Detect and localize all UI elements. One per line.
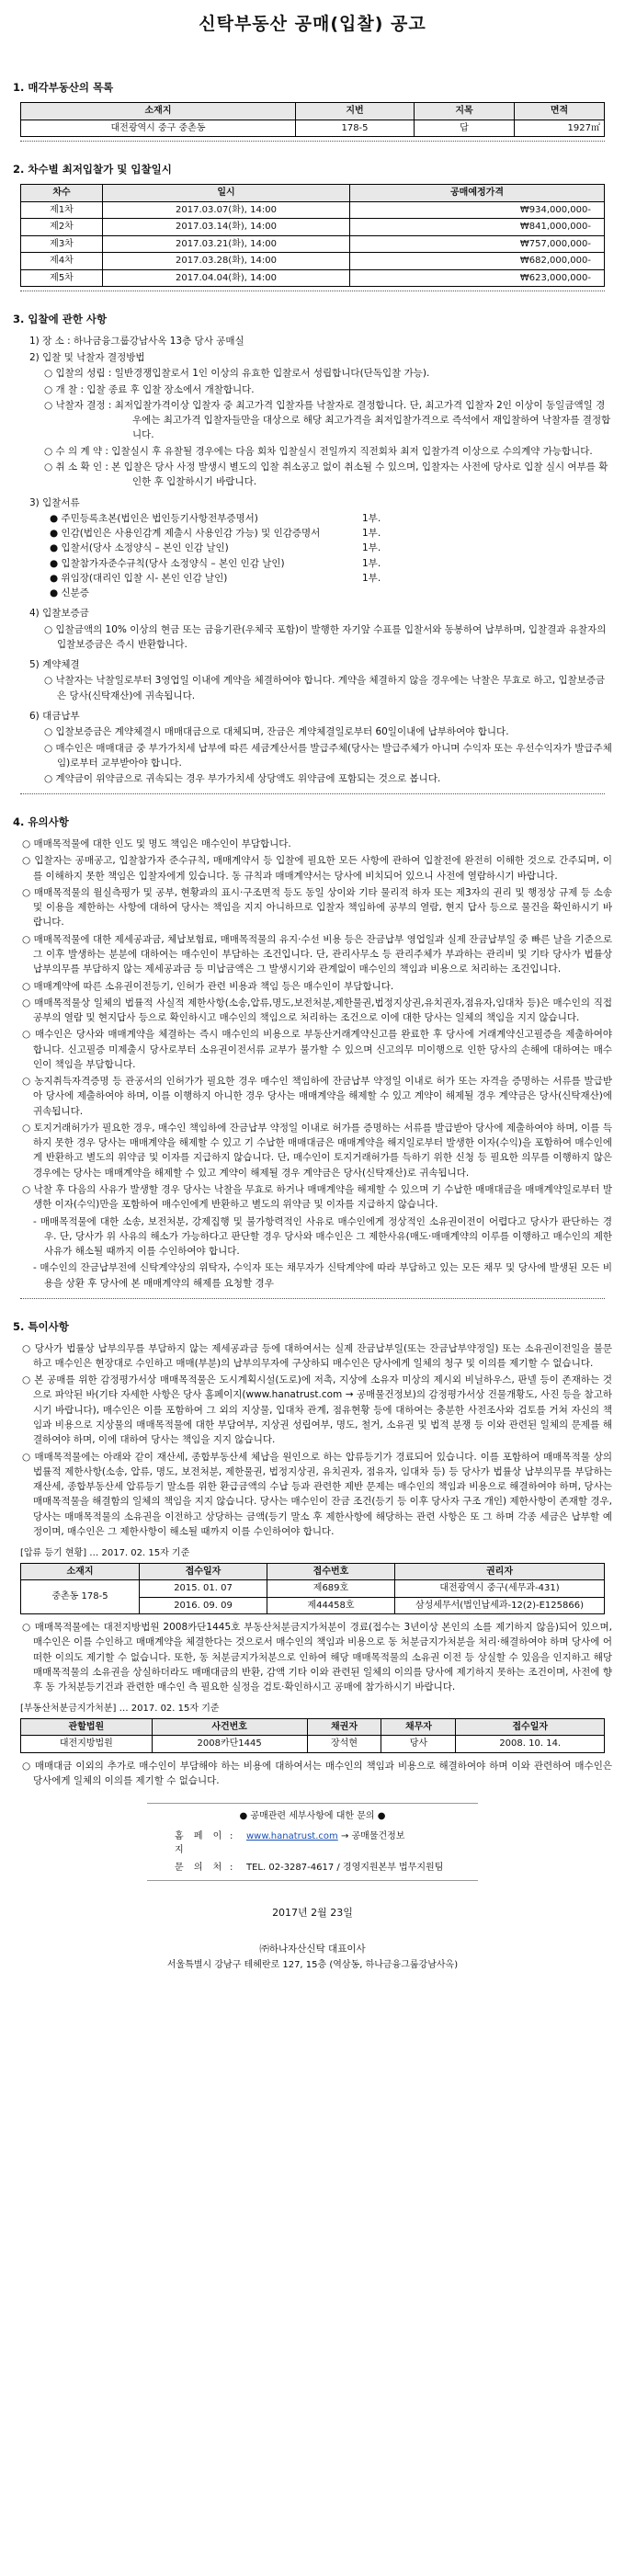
- table-cell: 당사: [381, 1736, 456, 1753]
- bid-method-item: ○ 입찰의 성립 : 일반경쟁입찰로서 1인 이상의 유효한 입찰로서 성립합니다(단독입찰 가능).: [44, 368, 430, 380]
- announcement-page: [13, 0, 612, 1972]
- section-2-heading: 2. 차수별 최저입찰가 및 입찰일시: [13, 163, 172, 177]
- seizure-table-title: [압류 등기 현황] … 2017. 02. 15자 기준: [20, 1548, 190, 1559]
- page-title: 신탁부동산 공매(입찰) 공고: [199, 14, 426, 34]
- table-header-row: [21, 103, 605, 120]
- table-header: 접수일자: [140, 1563, 267, 1580]
- doc-qty: 1부.: [362, 542, 381, 554]
- divider: [20, 1298, 605, 1299]
- table-cell: 답: [415, 120, 515, 137]
- section-1-heading: 1. 매각부동산의 목록: [13, 81, 114, 95]
- homepage-row: 홈 페 이 지 : www.hanatrust.com → 공매물건정보: [175, 1829, 478, 1858]
- special-item: ○ 매매목적물에는 아래와 같이 재산세, 종합부동산세 체납을 원인으로 하는 압류등기가 경료되어 있습니다. 이를 포함하여 매매목적물 상의 법률적 제한사항(소송, 압류, 명도, 보전처분, 제한물권, 법정지상권, 유치권자, 점유자, 임대차 등) 등 당사가 법률상 납부의무를 부담하는 재산세, 종합부동산세 압류등기 말소를 위한 환급금액의 수납 등과 관련한 제반 문제는 매수인의 책임과 비용으로 해결하여야 하며, 당사는 매매목적물을 해결함의 일체의 책임을 지지 않습니다. 당사는 매수인이 잔금 조건(등기 등 이후 당사자 구조 개인) 제한사항이 존재할 경우, 당사는 매매목적물의 소유권을 이전하고 상당하는 금액(등기 말소 후 제한사항에 해당하는 관련 사항은 또 그 하며 각종 세금은 납부할 예정이며, 매수인은 그 제한사항이 해소될 때까지 이를 수인하여야 합니다.: [22, 1451, 612, 1537]
- table-cell: ₩682,000,000-: [350, 253, 605, 270]
- company-signature: ㈜하나자산신탁 대표이사: [259, 1943, 366, 1955]
- table-row: [21, 253, 605, 270]
- injunction-table: [20, 1718, 605, 1753]
- table-row: [21, 120, 605, 137]
- deposit-heading: 4) 입찰보증금: [29, 608, 89, 620]
- section-4-heading: 4. 유의사항: [13, 815, 69, 829]
- bid-method-item: ○ 수 의 계 약 : 입찰실시 후 유찰될 경우에는 다음 회차 입찰실시 전일까지 직전회차 최저 입찰가격 이상으로 수의계약 가능합니다.: [44, 445, 593, 457]
- list-item: [50, 541, 399, 555]
- table-cell: 2008. 10. 14.: [456, 1736, 605, 1753]
- table-row: [21, 269, 605, 287]
- table-header-row: [21, 1563, 605, 1580]
- notice-item: ○ 매매목적물에 대한 인도 및 명도 책임은 매수인이 부담합니다.: [22, 838, 291, 850]
- table-cell: 제1차: [21, 201, 103, 219]
- notice-item: ○ 토지거래허가가 필요한 경우, 매수인 책임하에 잔금납부 약정일 이내로 허가를 증명하는 서류를 발급받아 당사에 제출하여야 하며, 이를 득하지 못한 경우 당사는 매매계약을 해제할 수 있고 기 수납한 매매대금은 매매계약을 해지일로부터 발생한 이자(수익)을 포함하여 매수인에게 반환하고 별도의 위약금 및 이자를 지급하지 않습니다. 단, 매수인이 토지거래허가를 득하기 위한 신청 등 필요한 의무를 이행하지 않은 경우에는 당사는 매매계약을 해제할 수 있고 계약이 해제될 경우 계약금은 당사(신탁재산)로 귀속됩니다.: [22, 1122, 612, 1179]
- doc-name: ● 신분증: [50, 587, 89, 599]
- contact-heading: ● 공매관련 세부사항에 대한 문의 ●: [239, 1811, 386, 1822]
- bid-documents-list: [50, 511, 612, 601]
- table-cell: 2017.03.07(화), 14:00: [103, 201, 350, 219]
- table-header: 지목: [415, 103, 515, 120]
- notice-item: ○ 매매목적물상 일체의 법률적 사실적 제한사항(소송,압류,명도,보전처분,제한물권,법정지상권,유치권자,점유자,임대차 등)은 매수인의 직접 공부의 열람 및 현지답사 등으로 확인하시고 매수인의 책임으로 처리하는 조건으로 이에 대한 당사는 일체의 책임을 지지 않습니다.: [22, 997, 612, 1024]
- table-header: 관할법원: [21, 1718, 153, 1736]
- table-cell: 2008카단1445: [152, 1736, 307, 1753]
- doc-qty: [362, 586, 399, 600]
- bid-method-heading: 2) 입찰 및 낙찰자 결정방법: [29, 352, 145, 364]
- table-row: [21, 1736, 605, 1753]
- payment-heading: 6) 대금납부: [29, 710, 80, 722]
- table-cell: ₩934,000,000-: [350, 201, 605, 219]
- announcement-date: 2017년 2월 23일: [272, 1907, 353, 1920]
- doc-qty: 1부.: [362, 512, 381, 524]
- table-cell: ₩757,000,000-: [350, 235, 605, 253]
- company-address: 서울특별시 강남구 테헤란로 127, 15층 (역삼동, 하나금융그룹강남사옥): [166, 1959, 459, 1970]
- contract-item: ○ 낙찰자는 낙찰일로부터 3영업일 이내에 계약을 체결하여야 합니다. 계약을 체결하지 않을 경우에는 낙찰은 무효로 하고, 입찰보증금은 당사(신탁재산)에 귀속됩니다.: [44, 675, 606, 701]
- table-cell: 대전광역시 중구(세무과-431): [395, 1580, 605, 1598]
- table-cell: 장석현: [307, 1736, 381, 1753]
- table-header: 차수: [21, 185, 103, 202]
- notice-item: ○ 농지취득자격증명 등 관공서의 인허가가 필요한 경우 매수인 책임하에 잔금납부 약정일 이내로 허가 또는 자격을 증명하는 서류를 발급받아 당사에 제출하여야 하며, 이를 이행하지 아니한 경우 당사는 매매계약을 해제할 수 있고 계약이 해제될 경우 계약금은 당사(신탁재산)에 귀속됩니다.: [22, 1076, 612, 1117]
- table-cell: 1927㎡: [515, 120, 605, 137]
- list-item: [50, 526, 399, 541]
- table-cell: 제689호: [267, 1580, 395, 1598]
- table-cell: 제5차: [21, 269, 103, 287]
- notice-item: ○ 입찰자는 공매공고, 입찰참가자 준수규칙, 매매계약서 등 입찰에 필요한 모든 사항에 관하여 입찰전에 완전히 이해한 것으로 간주되며, 이를 이해하지 못한 책임은 입찰자에게 있습니다. 동 규칙과 매매계약서는 당사에 비치되어 있으니 사전에 열람하시기 바랍니다.: [22, 855, 612, 882]
- table-header: 지번: [296, 103, 415, 120]
- homepage-label: 홈 페 이 지: [175, 1830, 226, 1856]
- table-row: [21, 235, 605, 253]
- doc-name: ● 위임장(대리인 입찰 시- 본인 인감 날인): [50, 572, 228, 584]
- contact-value: TEL. 02-3287-4617 / 경영지원본부 법무지원팀: [246, 1862, 444, 1873]
- table-cell: 대전광역시 중구 중촌동: [21, 120, 296, 137]
- bid-documents-heading: 3) 입찰서류: [29, 496, 80, 508]
- table-header-row: [21, 185, 605, 202]
- table-header: 권리자: [395, 1563, 605, 1580]
- special-item: ○ 당사가 법률상 납부의무를 부담하지 않는 제세공과금 등에 대하여서는 실제 잔금납부일(또는 잔금납부약정일) 또는 소유권이전일을 불문하고 매수인은 현장대로 수인하고 매매(부분)의 납부의무자에 구상하되 매수인은 당사에게 일체의 청구 및 이의를 제기할 수 없습니다.: [22, 1342, 612, 1369]
- doc-qty: 1부.: [362, 528, 381, 540]
- table-row: [21, 219, 605, 236]
- table-header: 일시: [103, 185, 350, 202]
- table-header: 면적: [515, 103, 605, 120]
- table-cell: 제44458호: [267, 1597, 395, 1614]
- table-cell: ₩623,000,000-: [350, 269, 605, 287]
- contact-row: 문 의 처 : TEL. 02-3287-4617 / 경영지원본부 법무지원팀: [175, 1861, 478, 1875]
- table-header: 채권자: [307, 1718, 381, 1736]
- list-item: [50, 586, 399, 600]
- table-header: 소재지: [21, 103, 296, 120]
- payment-item: ○ 입찰보증금은 계약체결시 매매대금으로 대체되며, 잔금은 계약체결일로부터 60일이내에 납부하여야 합니다.: [44, 726, 509, 738]
- table-cell: 178-5: [296, 120, 415, 137]
- notice-item: ○ 매매목적물에 대한 제세공과금, 체납보험료, 매매목적물의 유지·수선 비용 등은 잔금납부 영업일과 실제 잔금납부일 중 빠른 날을 기준으로 그 이후 발생하는 분분에 대하여는 매수인이 부담하는 조건입니다. 단, 관리사무소 등 관리주체가 부과하는 관리비 및 기타 당사가 법률상 납부의무를 부담하지 않는 제세공과금 등 미납금액은 그 발생시기와 관계없이 매수인의 책임과 비용으로 처리하는 조건입니다.: [22, 933, 612, 975]
- table-cell: 2016. 09. 09: [140, 1597, 267, 1614]
- table-cell: 2015. 01. 07: [140, 1580, 267, 1598]
- doc-qty: 1부.: [362, 557, 381, 569]
- notice-item: ○ 매매계약에 따른 소유권이전등기, 인허가 관련 비용과 책임 등은 매수인이 부담합니다.: [22, 980, 394, 992]
- notice-item: ○ 낙찰 후 다음의 사유가 발생할 경우 당사는 낙찰을 무효로 하거나 매매계약을 해제할 수 있으며 기 수납한 매매대금을 매매계약일로부터 발생한 이자(수익)만을 포함하여 매수인에게 반환하고 별도의 위약금 및 이자를 지급하지 않습니다.: [22, 1183, 612, 1211]
- list-item: [50, 511, 399, 526]
- table-cell: 2017.03.14(화), 14:00: [103, 219, 350, 236]
- table-header: 접수일자: [456, 1718, 605, 1736]
- table-cell: 대전지방법원: [21, 1736, 153, 1753]
- special-item: ○ 본 공매를 위한 감정평가서상 매매목적물은 도시계획시설(도로)에 저촉, 지상에 소유자 미상의 제시외 비닐하우스, 판넬 등이 존재하는 것으로 파악된 바(기타 자세한 사항은 당사 홈페이지(www.hanatrust.com → 공매물건정보)의 감정평가서상 건물개황도, 사진 등을 참고하시기 바랍니다), 매수인은 이를 포함하여 그 외의 지상물, 입대차 관계, 점유현황 등에 대하여는 충분한 사전조사와 검토를 거쳐 자신의 책임과 비용으로 지상물의 매매목적물에 대한 부담여부, 지상권 성립여부, 명도, 철거, 소유권 및 법적 분쟁 등 이와 관련된 일체의 문제를 해결하여야 하며, 이에 대하여 당사는 책임을 지지 않습니다.: [22, 1374, 612, 1446]
- special-item: ○ 매매대금 이외의 추가로 매수인이 부담해야 하는 비용에 대하여서는 매수인의 책임과 비용으로 해결하여야 하며 이와 관련하여 매수인은 당사에게 일체의 이의를 제기할 수 없습니다.: [22, 1760, 612, 1787]
- table-cell: 제3차: [21, 235, 103, 253]
- table-header: 소재지: [21, 1563, 140, 1580]
- homepage-link[interactable]: www.hanatrust.com: [246, 1830, 338, 1841]
- list-item: [50, 556, 399, 571]
- bid-method-item: ○ 낙찰자 결정 : 최저입찰가격이상 입찰자 중 최고가격 입찰자를 낙찰자로 결정합니다. 단, 최고가격 입찰자 2인 이상이 동일금액일 경우에는 최고가격 입찰자들만을 대상으로 해당 최고가격을 최저입찰가격으로 즉석에서 재입찰하여 낙찰자를 결정합니다.: [44, 399, 611, 441]
- contact-label: 문 의 처: [175, 1862, 226, 1873]
- table-cell: ₩841,000,000-: [350, 219, 605, 236]
- bid-method-item: ○ 취 소 확 인 : 본 입찰은 당사 사정 발생시 별도의 입찰 취소공고 없이 취소될 수 있으며, 입찰자는 사전에 당사로 입찰 실시 여부를 확인한 후 입찰하시기 바랍니다.: [44, 462, 608, 488]
- payment-item: ○ 매수인은 매매대금 중 부가가치세 납부에 따른 세금계산서를 발급주체(당사는 발급주체가 아니며 수익자 또는 우선수익자가 발급주체임)로부터 교부받아야 합니다.: [44, 742, 612, 769]
- notice-item: ○ 매수인은 당사와 매매계약을 체결하는 즉시 매수인의 비용으로 부동산거래계약신고를 완료한 후 당사에 거래계약신고필증을 제출하여야 합니다. 신고필증 미제출시 당사로부터 소유권이전서류 교부가 불가할 수 있으며 신고의무 미이행으로 인한 당사의 손해에 대하여는 매수인이 책임을 부담합니다.: [22, 1029, 612, 1070]
- payment-item: ○ 계약금이 위약금으로 귀속되는 경우 부가가치세 상당액도 위약금에 포함되는 것으로 봅니다.: [44, 773, 441, 785]
- doc-name: ● 인감(법인은 사용인감계 제출시 사용인감 가능) 및 인감증명서: [50, 528, 321, 540]
- injunction-table-title: [부동산처분금지가처분] … 2017. 02. 15자 기준: [20, 1704, 220, 1715]
- table-header: 사건번호: [152, 1718, 307, 1736]
- divider: [20, 141, 605, 142]
- homepage-suffix: → 공매물건정보: [337, 1830, 405, 1841]
- seizure-table: [20, 1563, 605, 1615]
- section-3-heading: 3. 입찰에 관한 사항: [13, 313, 108, 326]
- special-item: ○ 매매목적물에는 대전지방법원 2008카단1445호 부동산처분금지가처분이 경료(접수는 3년이상 본인의 소를 제기하지 않음)되어 있으며, 매수인은 이를 수인하고 매매계약을 체결한다는 것으로서 매수인의 책임과 비용으로 동 처분금지가처분을 처리·해결하여야 하며 당사에 어떠한 이의도 제기할 수 없습니다. 또한, 동 처분금지가처분으로 인하여 해당 매매목적물의 소유권 이전 등 상실할 수 있음을 인지하고 해당 매매목적물의 소유권을 상실하더라도 매매대금의 반환, 감액 기타 이와 관련된 일체의 이의를 당사에 제기하지 못하는 조건이며, 사전에 향후 동 가처분등기건과 관련한 매수인 측 필요한 실정을 검토·확인하시고 공매에 참가하시기 바랍니다.: [22, 1622, 612, 1693]
- contract-heading: 5) 계약체결: [29, 659, 80, 671]
- table-row: [21, 1580, 605, 1598]
- table-cell: 중촌동 178-5: [21, 1580, 140, 1614]
- table-cell: 2017.03.28(화), 14:00: [103, 253, 350, 270]
- section-5-heading: 5. 특이사항: [13, 1319, 69, 1333]
- table-cell: 2017.03.21(화), 14:00: [103, 235, 350, 253]
- table-cell: 2017.04.04(화), 14:00: [103, 269, 350, 287]
- deposit-item: ○ 입찰금액의 10% 이상의 현금 또는 금융기관(우체국 포함)이 발행한 자기앞 수표를 입찰서와 동봉하여 납부하며, 입찰결과 유찰자의 입찰보증금은 즉시 반환합니다.: [44, 623, 607, 650]
- table-header: 접수번호: [267, 1563, 395, 1580]
- notice-item: ○ 매매목적물의 월실측평가 및 공부, 현황과의 표시·구조면적 등도 동일 상이와 기타 물리적 하자 또는 제3자의 권리 및 행정상 규제 등 소송 및 이용을 제한하는 사항에 대하여 당사는 책임을 지지 아니하므로 입찰자 책임하에 공부의 열람, 현지 답사 등으로 물건을 확인하시기 바랍니다.: [22, 886, 612, 929]
- table-row: [21, 201, 605, 219]
- doc-name: ● 주민등록초본(법인은 법인등기사항전부증명서): [50, 512, 258, 524]
- bid-place: 1) 장 소 : 하나금융그룹강남사옥 13층 당사 공매실: [29, 335, 244, 347]
- doc-qty: 1부.: [362, 572, 381, 584]
- bid-method-item: ○ 개 찰 : 입찰 종료 후 입찰 장소에서 개찰합니다.: [44, 383, 255, 395]
- table-header-row: [21, 1718, 605, 1736]
- table-cell: 제2차: [21, 219, 103, 236]
- property-list-table: [20, 102, 605, 137]
- notice-subitem: - 매수인의 잔금납부전에 신탁계약상의 위탁자, 수익자 또는 채무자가 신탁계약에 따라 부담하고 있는 모든 채무 및 당사에 발생된 모든 비용을 상환 후 당사에 본 매매계약의 해제를 요청할 경우: [33, 1262, 612, 1289]
- notice-subitem: - 매매목적물에 대한 소송, 보전처분, 강제집행 및 불가항력적인 사유로 매수인에게 정상적인 소유권이전이 어렵다고 당사가 판단하는 경우. 단, 당사가 위 사유의 해소가 가능하다고 판단할 경우 당사와 매수인은 그 제한사유(매도·매매계약의 이루를 이행하고 매수인의 제한사유가 해소될 때까지 이를 수인하여야 합니다.: [33, 1215, 612, 1258]
- table-cell: 제4차: [21, 253, 103, 270]
- table-header: 채무자: [381, 1718, 456, 1736]
- divider: [20, 793, 605, 794]
- list-item: [50, 571, 399, 586]
- doc-name: ● 입찰서(당사 소정양식 – 본인 인감 날인): [50, 542, 229, 554]
- table-header: 공매예정가격: [350, 185, 605, 202]
- table-cell: 삼성세무서(법인납세과-12(2)-E125866): [395, 1597, 605, 1614]
- schedule-table: [20, 184, 605, 287]
- contact-box: [147, 1803, 478, 1881]
- doc-name: ● 입찰참가자준수규칙(당사 소정양식 – 본인 인감 날인): [50, 557, 285, 569]
